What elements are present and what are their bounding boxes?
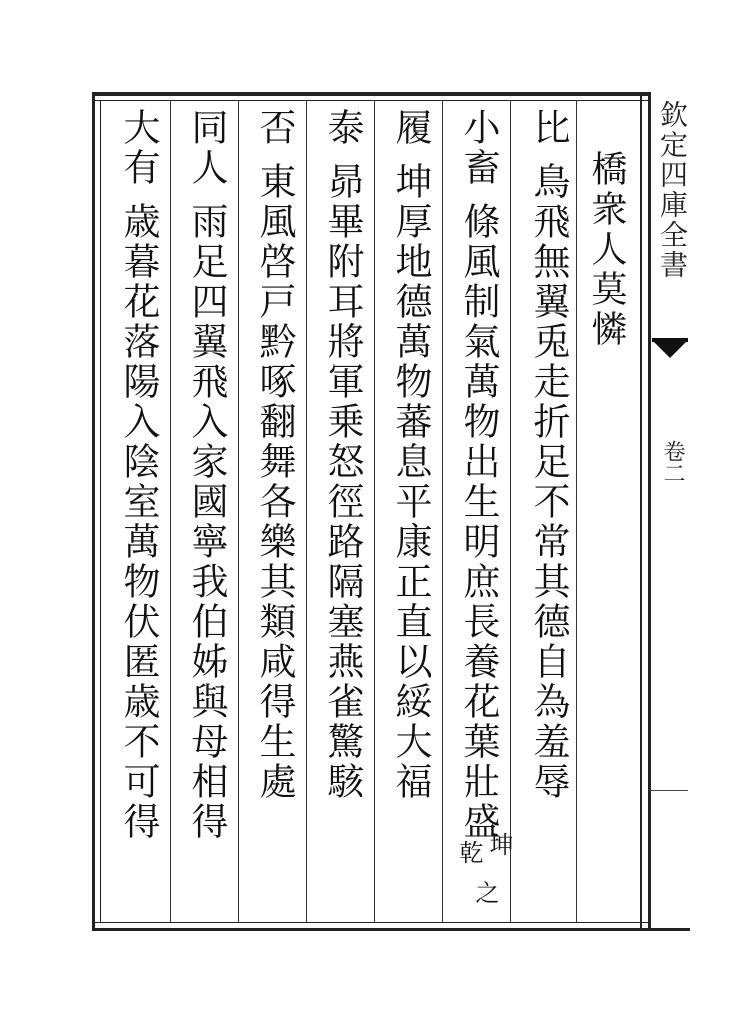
verse-text: 東風啓戸黔啄翻舞各樂其類咸得生處: [253, 162, 296, 802]
frame-right-outer-rule: [648, 92, 651, 931]
verse-text: 條風制氣萬物出生明庶長養花葉壯盛: [457, 202, 500, 842]
note-left: 乾: [455, 840, 483, 864]
hexagram-name: 小畜: [457, 108, 500, 188]
frame-top-inner-rule: [92, 100, 648, 101]
verse-text: 鳥飛無翼兎走折足不常其德自為羞辱: [527, 162, 570, 802]
column-separator: [170, 100, 171, 922]
line-tai: [321, 108, 364, 802]
verse-text: 歳暮花落陽入陰室萬物伏匿歳不可得: [117, 202, 160, 842]
column-separator: [442, 100, 443, 922]
column-separator: [510, 100, 511, 922]
fishtail-mark: [652, 340, 688, 358]
note-right: 坤: [485, 832, 513, 856]
column-separator: [374, 100, 375, 922]
line-lu: [389, 108, 432, 802]
hexagram-name: 同人: [185, 108, 228, 188]
column-separator: [306, 100, 307, 922]
hexagram-name: 履: [389, 108, 432, 148]
hexagram-name: 否: [253, 108, 296, 148]
line-bi: [527, 108, 570, 802]
line-dayou: [117, 108, 160, 842]
column-separator: [576, 100, 577, 922]
hexagram-name: 比: [527, 108, 570, 148]
line-xiaoxu: [457, 108, 500, 842]
book-title-margin: 欽定四庫全書: [656, 100, 689, 280]
frame-left-inner-rule: [100, 100, 101, 923]
line-title: 橋衆人莫憐: [586, 150, 627, 350]
column-separator: [238, 100, 239, 922]
note-bottom: 之: [471, 880, 499, 904]
frame-right-inner-rule: [640, 92, 642, 928]
frame-bottom-inner-rule: [92, 922, 648, 923]
line-pi: [253, 108, 296, 802]
verse-text: 昴畢附耳將軍乗怒徑路隔塞燕雀驚駭: [321, 162, 364, 802]
volume-label: 卷二: [660, 440, 685, 484]
verse-text: 坤厚地德萬物蕃息平康正直以綏大福: [389, 162, 432, 802]
frame-bottom-rule: [92, 928, 690, 931]
line-tongren: [185, 108, 228, 842]
frame-top-rule: [92, 92, 648, 96]
hexagram-name: 泰: [321, 108, 364, 148]
verse-text: 雨足四翼飛入家國寧我伯姊與母相得: [185, 202, 228, 842]
margin-tick: [650, 790, 688, 791]
frame-left-rule: [92, 92, 95, 931]
hexagram-name: 大有: [117, 108, 160, 188]
